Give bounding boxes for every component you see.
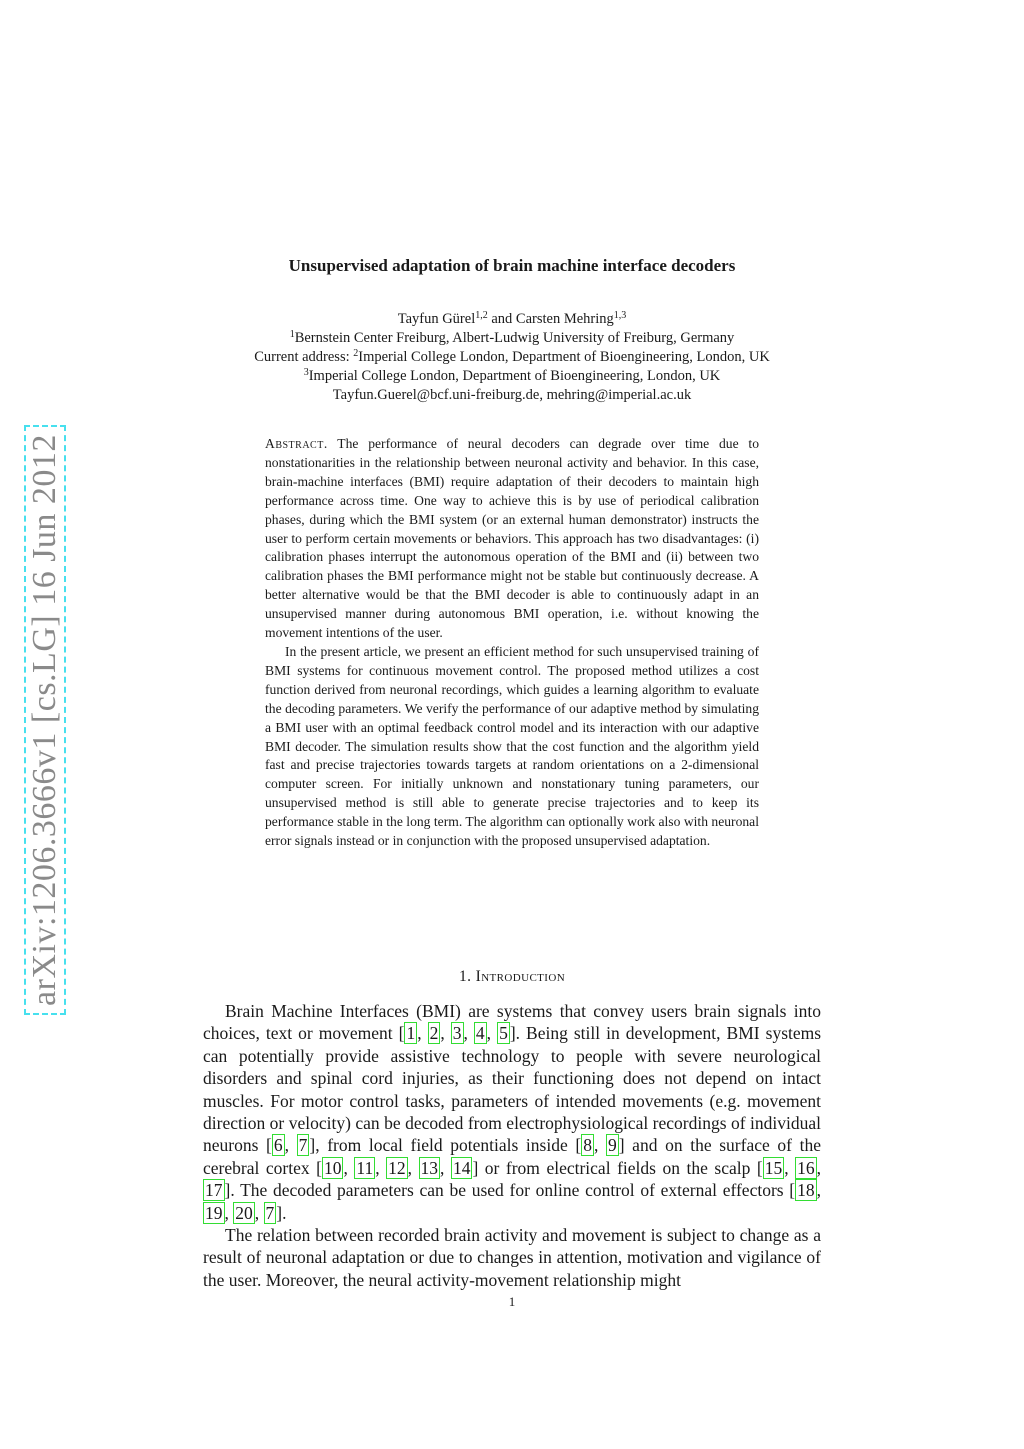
body-text-segment: ]. Being still in development, BMI systems can potentially provide assistive technology to people with severe neurological disorders and spinal cord injuries, as their functioning does not depend on intact muscles. For motor control tasks, parameters of intended movements (e.g. movement direction or velocity) can be decoded from electrophysiological recordings of individual neurons [ (203, 1023, 822, 1156)
body-text-segment: ] and on the surface of the cerebral cortex [ (203, 1135, 821, 1178)
section-title: Introduction (475, 968, 566, 985)
citation-link[interactable]: 20 (235, 1202, 253, 1223)
body-text-segment: , (407, 1157, 419, 1178)
body-text-segment: ]. The decoded parameters can be used for online control of external effectors [ (224, 1180, 796, 1201)
author-affiliation-mark: 1,3 (613, 310, 627, 321)
author-line (0, 310, 1024, 329)
citation-link[interactable]: 12 (388, 1157, 406, 1178)
body-text-segment: , (440, 1023, 451, 1044)
body-text-segment: , (440, 1157, 451, 1178)
abstract (265, 435, 759, 851)
body-text-segment: Brain Machine Interfaces (BMI) are systems that convey users brain signals into choices, text or movement [ (203, 1001, 821, 1044)
author-block (0, 310, 1024, 405)
affiliation-text: Bernstein Center Freiburg, Albert-Ludwig University of Freiburg, Germany (294, 330, 735, 346)
citation-link[interactable]: 13 (420, 1157, 439, 1178)
body-text-segment: , (816, 1157, 822, 1178)
author-name: Carsten Mehring (515, 311, 614, 327)
citation-link[interactable]: 19 (205, 1202, 223, 1223)
citation-link[interactable]: 16 (797, 1157, 815, 1178)
citation-link[interactable]: 18 (797, 1180, 815, 1201)
affiliation-mark: 1 (289, 329, 295, 340)
body-text-segment: , (784, 1157, 796, 1178)
citation-link[interactable]: 8 (583, 1135, 592, 1156)
citation-link[interactable]: 1 (406, 1023, 416, 1044)
citation-link[interactable]: 4 (475, 1023, 485, 1044)
arxiv-stamp (24, 425, 66, 1015)
citation-link[interactable]: 3 (452, 1023, 462, 1044)
abstract-label: Abstract. (265, 436, 328, 451)
section-heading (0, 968, 1024, 986)
arxiv-identifier: arXiv:1206.3666v1 [cs.LG] 16 Jun 2012 (26, 434, 63, 1006)
body-paragraph (203, 1000, 821, 1224)
author-emails: Tayfun.Guerel@bcf.uni-freiburg.de, mehring@imperial.ac.uk (332, 387, 692, 403)
body-text-segment: , (343, 1157, 355, 1178)
body-text-segment: , (816, 1180, 821, 1201)
affiliation-mark: 2 (353, 348, 359, 359)
citation-link[interactable]: 14 (452, 1157, 471, 1178)
citation-link[interactable]: 2 (429, 1023, 439, 1044)
author-connector: and (487, 311, 516, 327)
section-number: 1. (458, 968, 472, 985)
body-text-segment: ], from local field potentials inside [ (309, 1135, 582, 1156)
body-text-segment: , (224, 1202, 234, 1223)
citation-link[interactable]: 5 (499, 1023, 508, 1044)
author-name: Tayfun Gürel (397, 311, 476, 327)
abstract-paragraph: In the present article, we present an efficient method for such unsupervised training of BMI systems for continuous movement control. The proposed method utilizes a cost function derived from neuronal recordings, which guides a learning algorithm to evaluate the decoding parameters. We verify the performance of our adaptive method by simulating a BMI user with an optimal feedback control model and its interaction with our adaptive BMI decoder. The simulation results show that the cost function and the algorithm yield fast and precise trajectories towards targets at random orientations on a 2-dimensional computer screen. For initially unknown and nonstationary tuning parameters, our unsupervised method is still able to generate precise trajectories and to keep its performance stable in the long term. The algorithm can optionally work also with neuronal error signals instead or in conjunction with the proposed unsupervised adaptation. (265, 643, 759, 849)
citation-link[interactable]: 9 (607, 1135, 617, 1156)
page-number: 1 (508, 1294, 516, 1309)
paper-title: Unsupervised adaptation of brain machine interface decoders (288, 256, 736, 275)
abstract-paragraph (265, 435, 759, 643)
body-text-segment: , (284, 1135, 297, 1156)
affiliation-prefix: Current address: (254, 349, 354, 365)
citation-link[interactable]: 6 (273, 1135, 283, 1156)
body-text-segment: ]. (276, 1202, 287, 1223)
citation-link[interactable]: 10 (323, 1157, 342, 1178)
affiliation-mark: 3 (303, 367, 309, 378)
affiliation-line (0, 348, 1024, 367)
citation-link[interactable]: 11 (356, 1157, 374, 1178)
body-paragraph: The relation between recorded brain activity and movement is subject to change as a result of neuronal adaptation or due to changes in attention, motivation and vigilance of the user. Moreover, the neural activity-movement relationship might (203, 1225, 821, 1290)
citation-link[interactable]: 7 (265, 1202, 275, 1223)
introduction-body (203, 1000, 821, 1291)
body-text-segment: , (486, 1023, 498, 1044)
body-text-segment: , (417, 1023, 428, 1044)
affiliation-line (0, 329, 1024, 348)
citation-link[interactable]: 17 (205, 1180, 223, 1201)
author-affiliation-mark: 1,2 (475, 310, 488, 321)
citation-link[interactable]: 15 (764, 1157, 783, 1178)
body-text-segment: , (463, 1023, 474, 1044)
body-text-segment: , (254, 1202, 264, 1223)
body-text-segment: , (375, 1157, 387, 1178)
affiliation-text: Imperial College London, Department of Bioengineering, London, UK (358, 349, 770, 365)
body-text-segment: ] or from electrical fields on the scalp [ (472, 1157, 763, 1178)
affiliation-text: Imperial College London, Department of Bioengineering, London, UK (308, 368, 721, 384)
citation-link[interactable]: 7 (298, 1135, 308, 1156)
abstract-text: The performance of neural decoders can degrade over time due to nonstationarities in the relationship between neuronal activity and behavior. In this case, brain-machine interfaces (BMI) require adaptation of their decoders to maintain high performance across time. One way to achieve this is by use of periodical calibration phases, during which the BMI system (or an external human demonstrator) instructs the user to perform certain movements or behaviors. This approach has two disadvantages: (i) calibration phases interrupt the autonomous operation of the BMI and (ii) between two calibration phases the BMI performance might not be stable but continuously decrease. A better alternative would be that the BMI decoder is able to continuously adapt in an unsupervised manner during autonomous BMI operation, i.e. without knowing the movement intentions of the user. (265, 436, 759, 641)
affiliation-line (0, 367, 1024, 386)
body-text-segment: , (593, 1135, 606, 1156)
